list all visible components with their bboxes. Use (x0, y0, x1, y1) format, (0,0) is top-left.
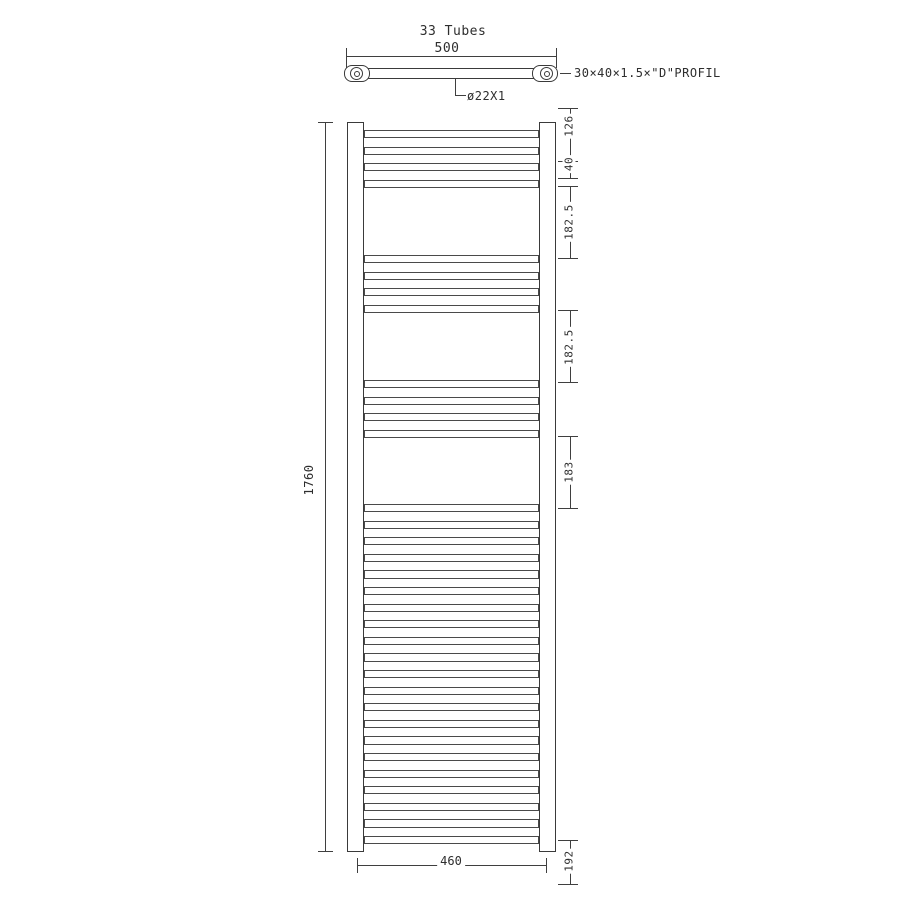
tube-row (364, 770, 539, 778)
tube-row (364, 380, 539, 388)
right-dim-tick (558, 310, 578, 311)
profile-label: 30×40×1.5×"D"PROFIL (574, 66, 721, 80)
tube-row (364, 147, 539, 155)
right-dim-label: 182.5 (562, 329, 576, 365)
top-dim-tick-right (556, 48, 557, 68)
tube-row (364, 670, 539, 678)
tube-row (364, 587, 539, 595)
tube-row (364, 720, 539, 728)
tube-row (364, 687, 539, 695)
height-dim-tick-top (318, 122, 333, 123)
tube-row (364, 753, 539, 761)
right-dim-label: 182.5 (562, 204, 576, 240)
height-dim-label: 1760 (302, 464, 316, 496)
tube-spec-leader-v (455, 79, 456, 96)
right-dim-tick (558, 840, 578, 841)
tube-row (364, 504, 539, 512)
right-dim-tick (558, 382, 578, 383)
right-dim-label: 40 (562, 156, 576, 172)
tube-row (364, 305, 539, 313)
height-dim-tick-bottom (318, 851, 333, 852)
tube-row (364, 255, 539, 263)
height-dim-line (325, 122, 326, 852)
tube-row (364, 637, 539, 645)
top-width-dim-label: 500 (434, 41, 460, 56)
tube-row (364, 130, 539, 138)
profile-leader-line (560, 73, 571, 74)
tube-row (364, 736, 539, 744)
bushing-inner-right (544, 71, 550, 77)
right-dim-tick (558, 108, 578, 109)
tube-row (364, 604, 539, 612)
right-dim-label: 183 (562, 461, 576, 483)
right-rail (539, 122, 556, 852)
tube-section-body (360, 68, 542, 79)
tube-row (364, 620, 539, 628)
tube-count-label: 33 Tubes (419, 24, 487, 39)
tube-row (364, 703, 539, 711)
tube-spec-leader-h (455, 95, 466, 96)
tube-row (364, 653, 539, 661)
left-rail (347, 122, 364, 852)
right-dim-tick (558, 186, 578, 187)
tube-row (364, 537, 539, 545)
right-dim-tick (558, 508, 578, 509)
tube-row (364, 786, 539, 794)
tube-row (364, 180, 539, 188)
right-dim-label: 192 (562, 850, 576, 872)
width-dim-label: 460 (437, 854, 465, 868)
tube-row (364, 272, 539, 280)
width-dim-tick-right (546, 858, 547, 873)
tube-row (364, 163, 539, 171)
tube-spec-label: ø22X1 (467, 89, 506, 103)
tube-row (364, 521, 539, 529)
tube-row (364, 413, 539, 421)
tube-row (364, 819, 539, 827)
bushing-inner-left (354, 71, 360, 77)
tube-row (364, 836, 539, 844)
right-dim-label: 126 (562, 115, 576, 137)
tube-row (364, 570, 539, 578)
width-dim-tick-left (357, 858, 358, 873)
tube-row (364, 803, 539, 811)
right-dim-tick (558, 884, 578, 885)
top-dim-tick-left (346, 48, 347, 68)
right-dim-tick (558, 178, 578, 179)
right-dim-tick (558, 436, 578, 437)
tube-row (364, 288, 539, 296)
tube-row (364, 397, 539, 405)
tube-row (364, 430, 539, 438)
right-dim-tick (558, 258, 578, 259)
tube-row (364, 554, 539, 562)
top-dim-line (346, 56, 556, 57)
